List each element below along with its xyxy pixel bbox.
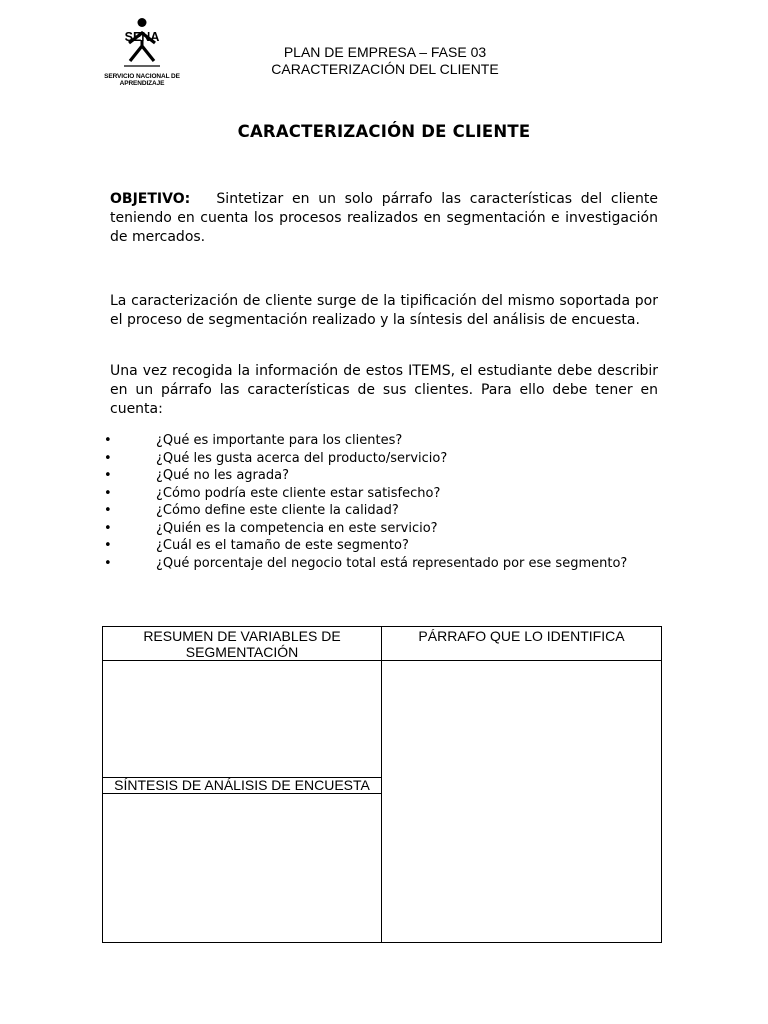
- question-item: [104, 520, 664, 538]
- survey-synthesis-area: [103, 794, 381, 942]
- header-line-1: PLAN DE EMPRESA – FASE 03: [283, 44, 487, 60]
- questions-list: [104, 432, 664, 572]
- document-header: [205, 44, 565, 78]
- bullet-icon: •: [104, 485, 112, 501]
- survey-synthesis-label: SÍNTESIS DE ANÁLISIS DE ENCUESTA: [103, 777, 381, 794]
- question-item: [104, 432, 664, 450]
- instructions-paragraph: Una vez recogida la información de estos ITEMS, el estudiante debe describir en un párrafo las características de sus clientes. Para ello debe tener en cuenta:: [110, 363, 658, 417]
- objective-paragraph: [110, 190, 658, 247]
- question-item: [104, 467, 664, 485]
- sena-logo: [104, 16, 180, 88]
- page-title: CARACTERIZACIÓN DE CLIENTE: [237, 122, 531, 141]
- bullet-icon: •: [104, 503, 112, 518]
- table-header-paragraph: PÁRRAFO QUE LO IDENTIFICA: [382, 627, 662, 661]
- intro-paragraph: La caracterización de cliente surge de la tipificación del mismo soportada por el proceso de segmentación realizado y la síntesis del análisis de encuesta.: [110, 293, 658, 328]
- question-text: ¿Quién es la competencia en este servicio?: [156, 520, 438, 536]
- identifying-paragraph-area: [382, 661, 662, 943]
- question-item: [104, 502, 664, 520]
- question-text: ¿Qué es importante para los clientes?: [156, 433, 403, 448]
- question-text: ¿Cuál es el tamaño de este segmento?: [156, 538, 409, 553]
- bullet-icon: •: [104, 520, 112, 536]
- characterization-table: [102, 626, 662, 943]
- question-text: ¿Qué les gusta acerca del producto/servicio?: [156, 450, 448, 466]
- question-text: ¿Qué no les agrada?: [156, 468, 289, 483]
- question-text: ¿Qué porcentaje del negocio total está representado por ese segmento?: [156, 555, 628, 571]
- objective-label: OBJETIVO:: [110, 191, 191, 207]
- logo-caption: SERVICIO NACIONAL DE APRENDIZAJE: [104, 73, 180, 87]
- question-item: [104, 537, 664, 555]
- question-item: [104, 450, 664, 468]
- left-column-cell: [103, 661, 382, 943]
- bullet-icon: •: [104, 555, 112, 571]
- bullet-icon: •: [104, 468, 112, 483]
- logo-wordmark: SENA: [124, 30, 160, 44]
- header-line-2: CARACTERIZACIÓN DEL CLIENTE: [271, 61, 499, 77]
- segmentation-summary-area: [103, 661, 381, 777]
- question-item: [104, 555, 664, 573]
- question-text: ¿Cómo define este cliente la calidad?: [156, 503, 399, 518]
- question-item: [104, 485, 664, 503]
- table-header-segmentation: RESUMEN DE VARIABLES DE SEGMENTACIÓN: [103, 627, 382, 661]
- bullet-icon: •: [104, 433, 112, 448]
- bullet-icon: •: [104, 450, 112, 466]
- question-text: ¿Cómo podría este cliente estar satisfecho?: [156, 485, 441, 501]
- bullet-icon: •: [104, 538, 112, 553]
- objective-text: Sintetizar en un solo párrafo las características del cliente teniendo en cuenta los procesos realizados en segmentación e investigación de mercados.: [110, 191, 658, 245]
